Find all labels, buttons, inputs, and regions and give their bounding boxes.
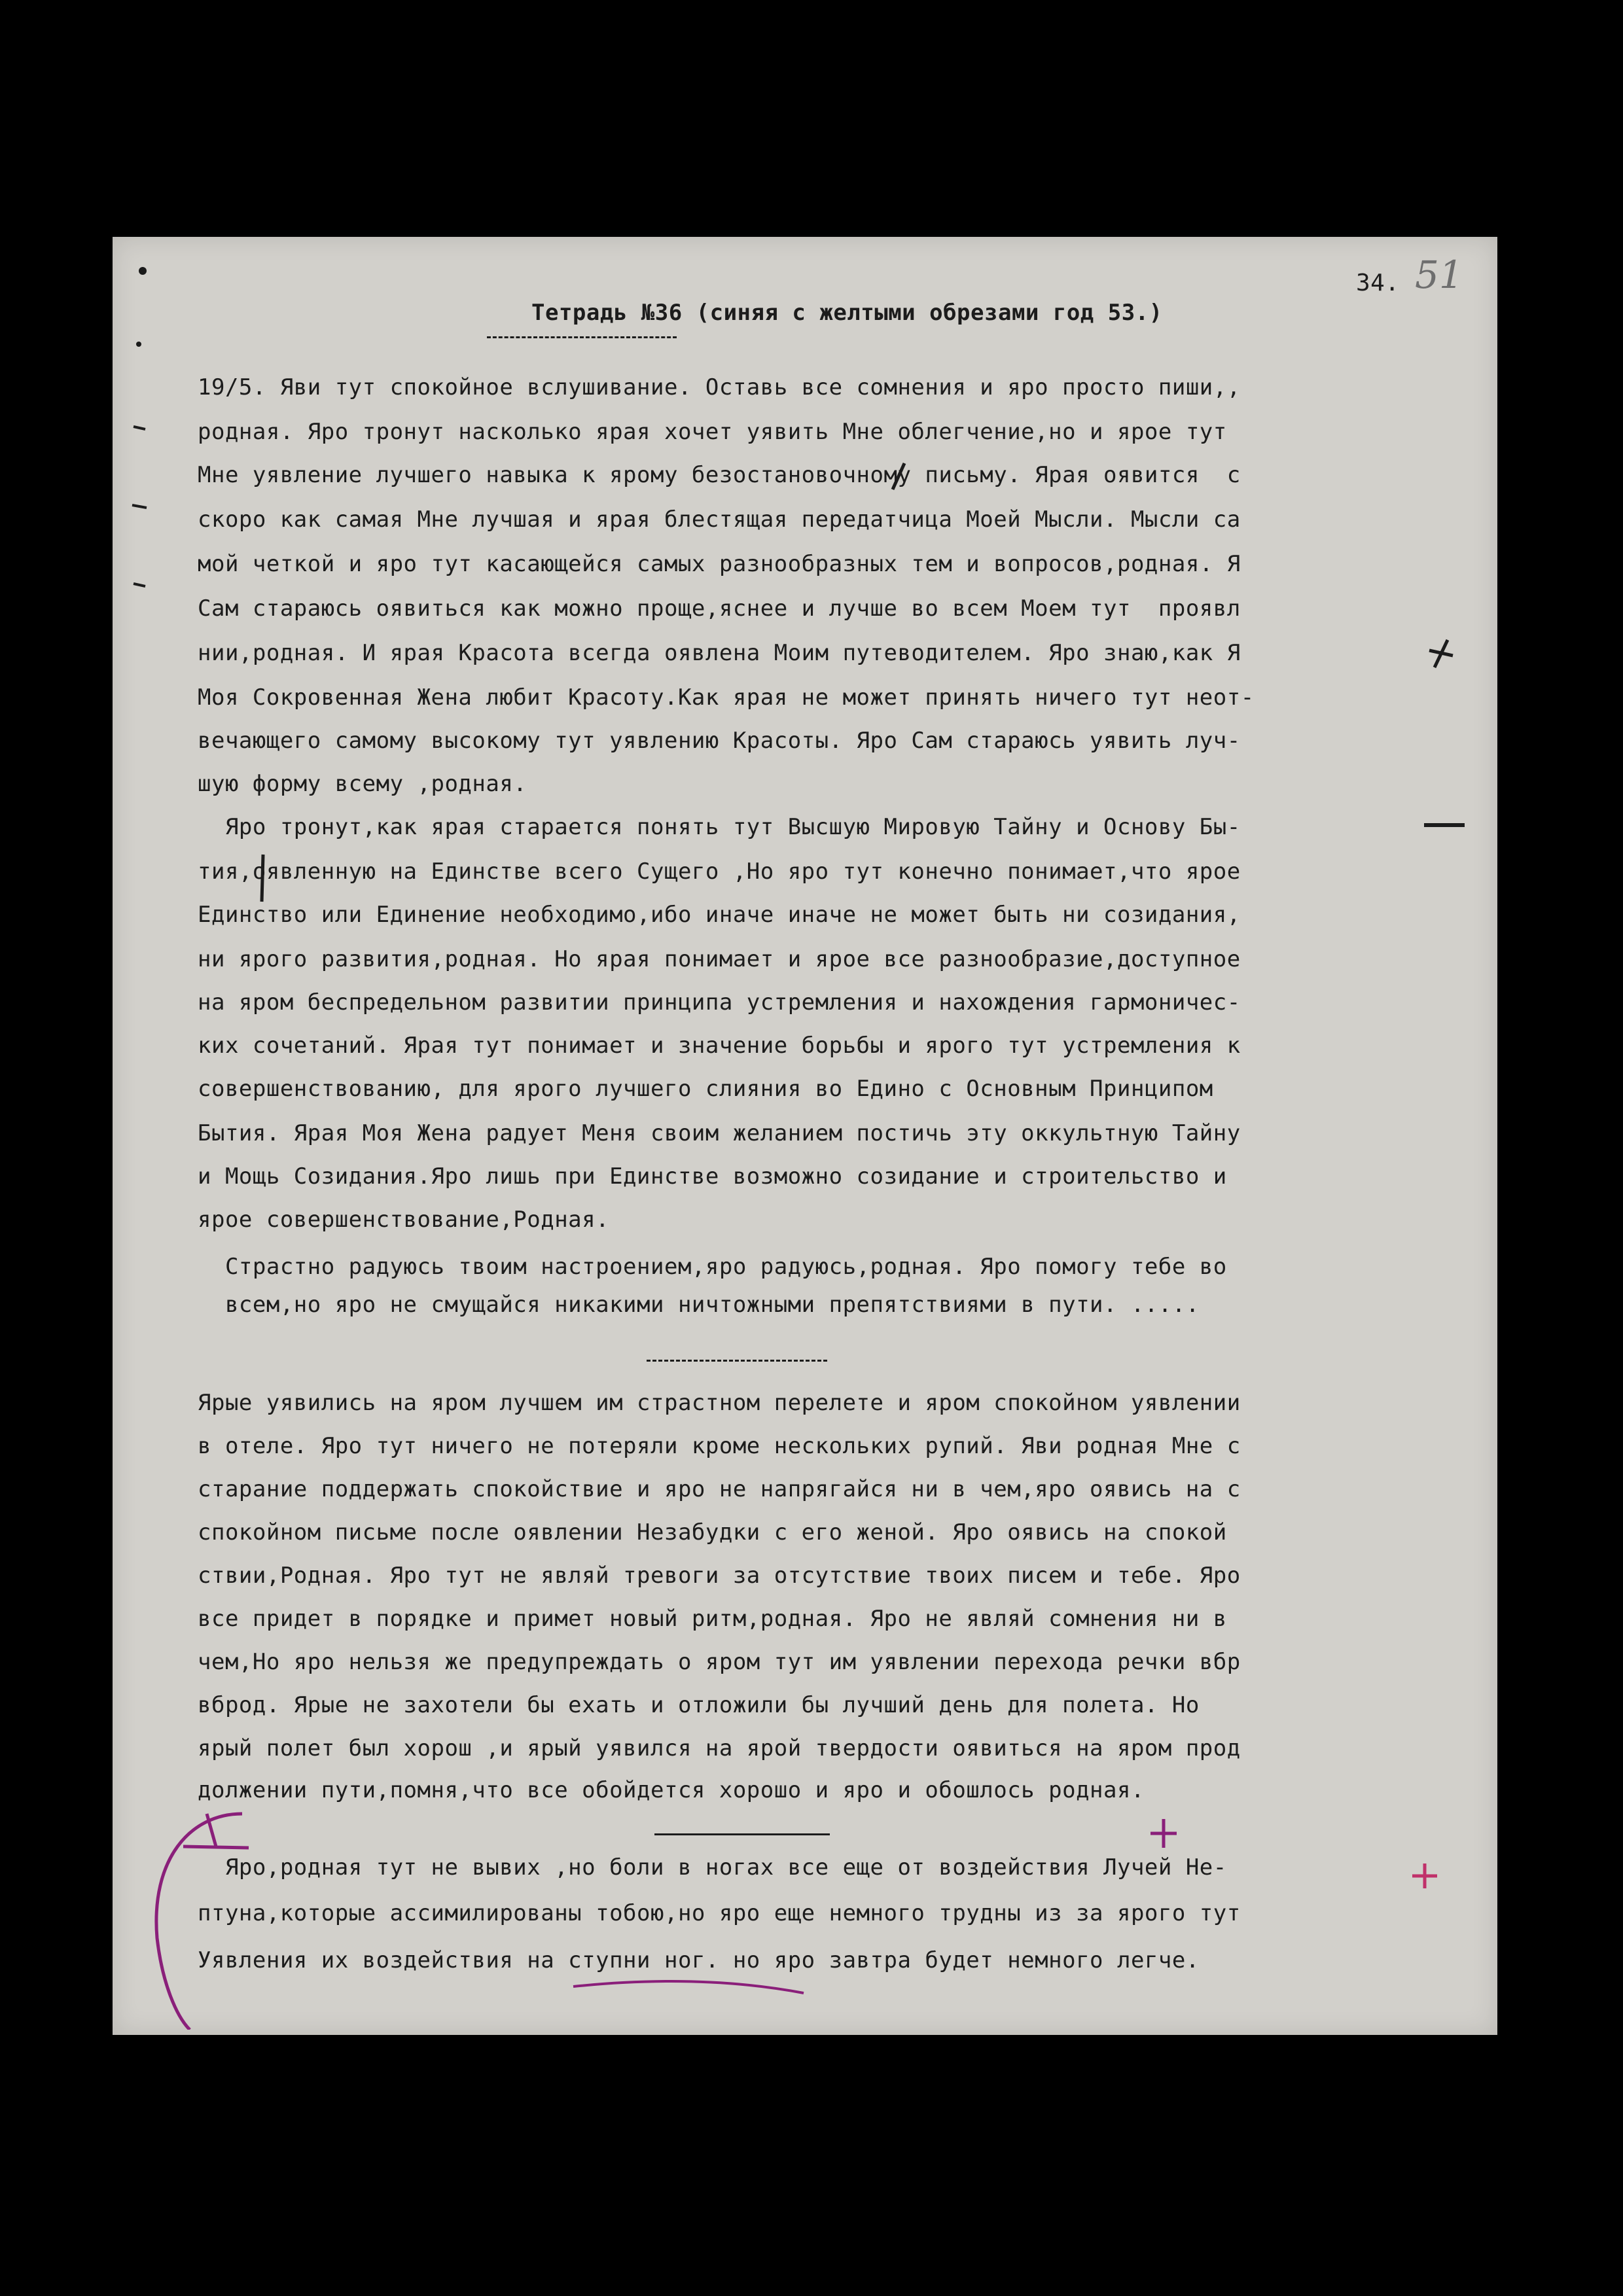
text-line: ствии,Родная. Яро тут не являй тревоги за отсутствие твоих писем и тебе. Яро [198,1563,1241,1589]
margin-tick-mark [127,420,153,643]
correction-mark [1408,1860,1441,1892]
text-line: птуна,которые ассимилированы тобою,но яро еще немного трудны из за ярого тут [198,1900,1241,1926]
text-line: ни ярого развития,родная. Но ярая понимает и ярое все разнообразие,доступное [198,946,1241,972]
text-line: нии,родная. И ярая Красота всегда оявлена Моим путеводителем. Яро знаю,как Я [198,640,1241,666]
text-line: ярый полет был хорош ,и ярый уявился на ярой твердости оявиться на яром прод [198,1735,1241,1761]
section-divider [647,1360,827,1362]
text-line: скоро как самая Мне лучшая и ярая блестящая передатчица Моей Мысли. Мысли са [198,506,1241,533]
correction-mark [250,852,276,904]
text-line: 19/5. Яви тут спокойное вслушивание. Оставь все сомнения и яро просто пиши,, [198,374,1241,400]
punch-hole-mark [139,267,147,275]
text-line: Ярые уявились на яром лучшем им страстном перелете и яром спокойном уявлении [198,1390,1241,1416]
title-underline [487,336,677,338]
text-line: ярое совершенствование,Родная. [198,1207,610,1233]
text-line: ких сочетаний. Ярая тут понимает и значение борьбы и ярого тут устремления к [198,1033,1241,1059]
text-line: совершенствованию, для ярого лучшего слияния во Едино с Основным Принципом [198,1076,1213,1102]
handwritten-page-number: 51 [1415,253,1463,297]
correction-mark [885,461,911,493]
text-line: всем,но яро не смущайся никакими ничтожными препятствиями в пути. ..... [198,1292,1200,1318]
text-line: Страстно радуюсь твоим настроением,яро радуюсь,родная. Яро помогу тебе во [198,1254,1227,1280]
text-line: мой четкой и яро тут касающейся самых разнообразных тем и вопросов,родная. Я [198,551,1241,577]
punch-hole-mark [136,342,141,347]
correction-mark [1421,815,1467,835]
document-page [113,237,1497,2035]
page-title: Тетрадь №36 (синяя с желтыми обрезами год 53.) [531,300,1163,326]
text-line: Единство или Единение необходимо,ибо иначе иначе не может быть ни созидания, [198,902,1241,928]
text-line: на яром беспредельном развитии принципа устремления и нахождения гармоничес- [198,989,1241,1016]
text-line: Яро тронут,как ярая старается понять тут Высшую Мировую Тайну и Основу Бы- [198,814,1241,840]
text-line: Мне уявление лучшего навыка к ярому безостановочному письму. Ярая оявится с [198,462,1241,488]
text-line: шую форму всему ,родная. [198,771,527,797]
page-number: 34. [1356,270,1400,296]
text-line: Сам стараюсь оявиться как можно проще,яснее и лучше во всем Моем тут проявл [198,595,1241,622]
text-line: все придет в порядке и примет новый ритм,родная. Яро не являй сомнения ни в [198,1606,1227,1632]
text-line: Уявления их воздействия на ступни ног. но яро завтра будет немного легче. [198,1947,1200,1973]
underline-mark [571,1973,806,2006]
text-line: спокойном письме после оявлении Незабудки с его женой. Яро оявись на спокой [198,1519,1227,1545]
text-line: родная. Яро тронут насколько ярая хочет уявить Мне облегчение,но и ярое тут [198,419,1227,445]
text-line: должении пути,помня,что все обойдется хорошо и яро и обошлось родная. [198,1777,1145,1803]
text-line: вброд. Ярые не захотели бы ехать и отложили бы лучший день для полета. Но [198,1692,1200,1718]
plus-mark [1144,1814,1183,1853]
text-line: чем,Но яро нельзя же предупреждать о яром тут им уявлении перехода речки вбр [198,1649,1241,1675]
text-line: Моя Сокровенная Жена любит Красоту.Как ярая не может принять ничего тут неот- [198,684,1255,711]
text-line: старание поддержать спокойствие и яро не напрягайся ни в чем,яро оявись на с [198,1476,1241,1502]
text-line: и Мощь Созидания.Яро лишь при Единстве возможно созидание и строительство и [198,1163,1227,1190]
margin-bracket-mark [144,1807,275,2030]
text-line: Бытия. Ярая Моя Жена радует Меня своим желанием постичь эту оккультную Тайну [198,1120,1241,1146]
correction-mark [1424,637,1457,670]
text-line: в отеле. Яро тут ничего не потеряли кроме нескольких рупий. Яви родная Мне с [198,1433,1241,1459]
text-line: вечающего самому высокому тут уявлению Красоты. Яро Сам стараюсь уявить луч- [198,728,1241,754]
text-line: тия,оявленную на Единстве всего Сущего ,Но яро тут конечно понимает,что ярое [198,858,1241,885]
section-divider [654,1833,830,1835]
text-line: Яро,родная тут не вывих ,но боли в ногах все еще от воздействия Лучей Не- [198,1854,1227,1881]
